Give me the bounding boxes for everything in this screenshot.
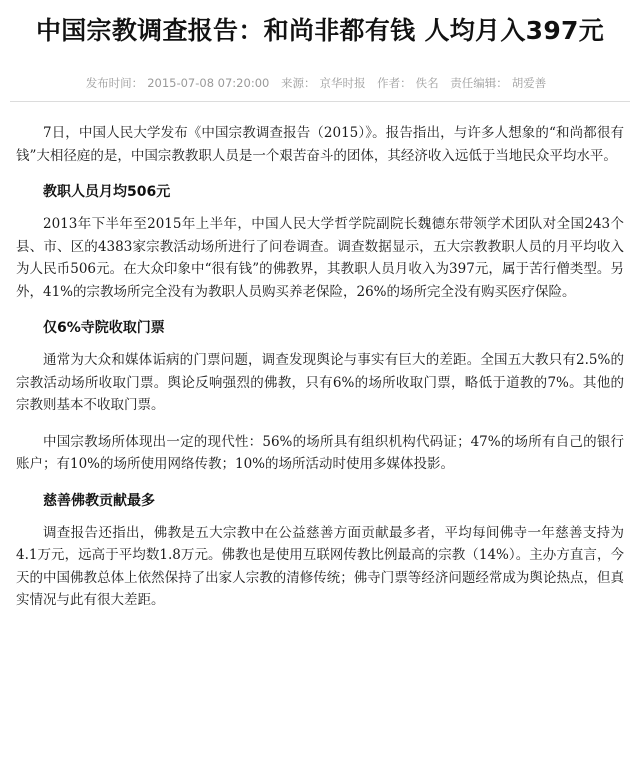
- author: [377, 76, 443, 90]
- paragraph-tickets: 通常为大众和媒体诟病的门票问题，调查发现舆论与事实有巨大的差距。全国五大教只有2.5%的宗教活动场所收取门票。舆论反响强烈的佛教，只有6%的场所收取门票，略低于道教的7%。其他的宗教则基本不收取门票。: [16, 352, 624, 413]
- source-label: 来源：: [280, 76, 316, 90]
- editor-label: 责任编辑：: [450, 76, 508, 90]
- article-title: 中国宗教调查报告：和尚非都有钱 人均月入397元: [35, 16, 605, 45]
- paragraph-charity: 调查报告还指出，佛教是五大宗教中在公益慈善方面贡献最多者，平均每间佛寺一年慈善支持为4.1万元，远高于平均数1.8万元。佛教也是使用互联网传教比例最高的宗教（14%）。主办方直言，今天的中国佛教总体上依然保持了出家人宗教的清修传统；佛寺门票等经济问题经常成为舆论热点，但真实情况与此有很大差距。: [16, 524, 624, 608]
- paragraph-modernity: 中国宗教场所体现出一定的现代性：56%的场所具有组织机构代码证；47%的场所有自己的银行账户；有10%的场所使用网络传教；10%的场所活动时使用多媒体投影。: [16, 433, 624, 472]
- editor: [450, 76, 550, 90]
- publish-time-label: 发布时间：: [85, 76, 144, 90]
- section-heading-tickets: 仅6%寺院收取门票: [43, 320, 165, 336]
- editor-value: 胡爱善: [511, 76, 547, 90]
- title-divider: [10, 101, 630, 102]
- publish-time: [86, 76, 274, 90]
- paragraph-intro: 7日，中国人民大学发布《中国宗教调查报告（2015）》。报告指出，与许多人想象的“和尚都很有钱”大相径庭的是，中国宗教教职人员是一个艰苦奋斗的团体，其经济收入远低于当地民众平均水平。: [16, 125, 624, 164]
- article-body: [16, 122, 624, 626]
- source-link[interactable]: 京华时报: [319, 76, 366, 90]
- section-heading-charity: 慈善佛教贡献最多: [43, 492, 155, 509]
- author-value: 佚名: [415, 76, 439, 90]
- source: [281, 76, 370, 90]
- author-label: 作者：: [377, 76, 412, 90]
- section-heading-salary: 教职人员月均506元: [43, 184, 171, 200]
- paragraph-salary: 2013年下半年至2015年上半年，中国人民大学哲学院副院长魏德东带领学术团队对全国243个县、市、区的4383家宗教活动场所进行了问卷调查。调查数据显示，五大宗教教职人员的月平均收入为人民币506元。在大众印象中“很有钱”的佛教界，其教职人员月收入为397元，属于苦行僧类型。另外，41%的宗教场所完全没有为教职人员购买养老保险，26%的场所完全没有购买医疗保险。: [16, 216, 624, 300]
- article-meta: [0, 74, 640, 92]
- publish-time-value: 2015-07-08 07:20:00: [147, 76, 270, 90]
